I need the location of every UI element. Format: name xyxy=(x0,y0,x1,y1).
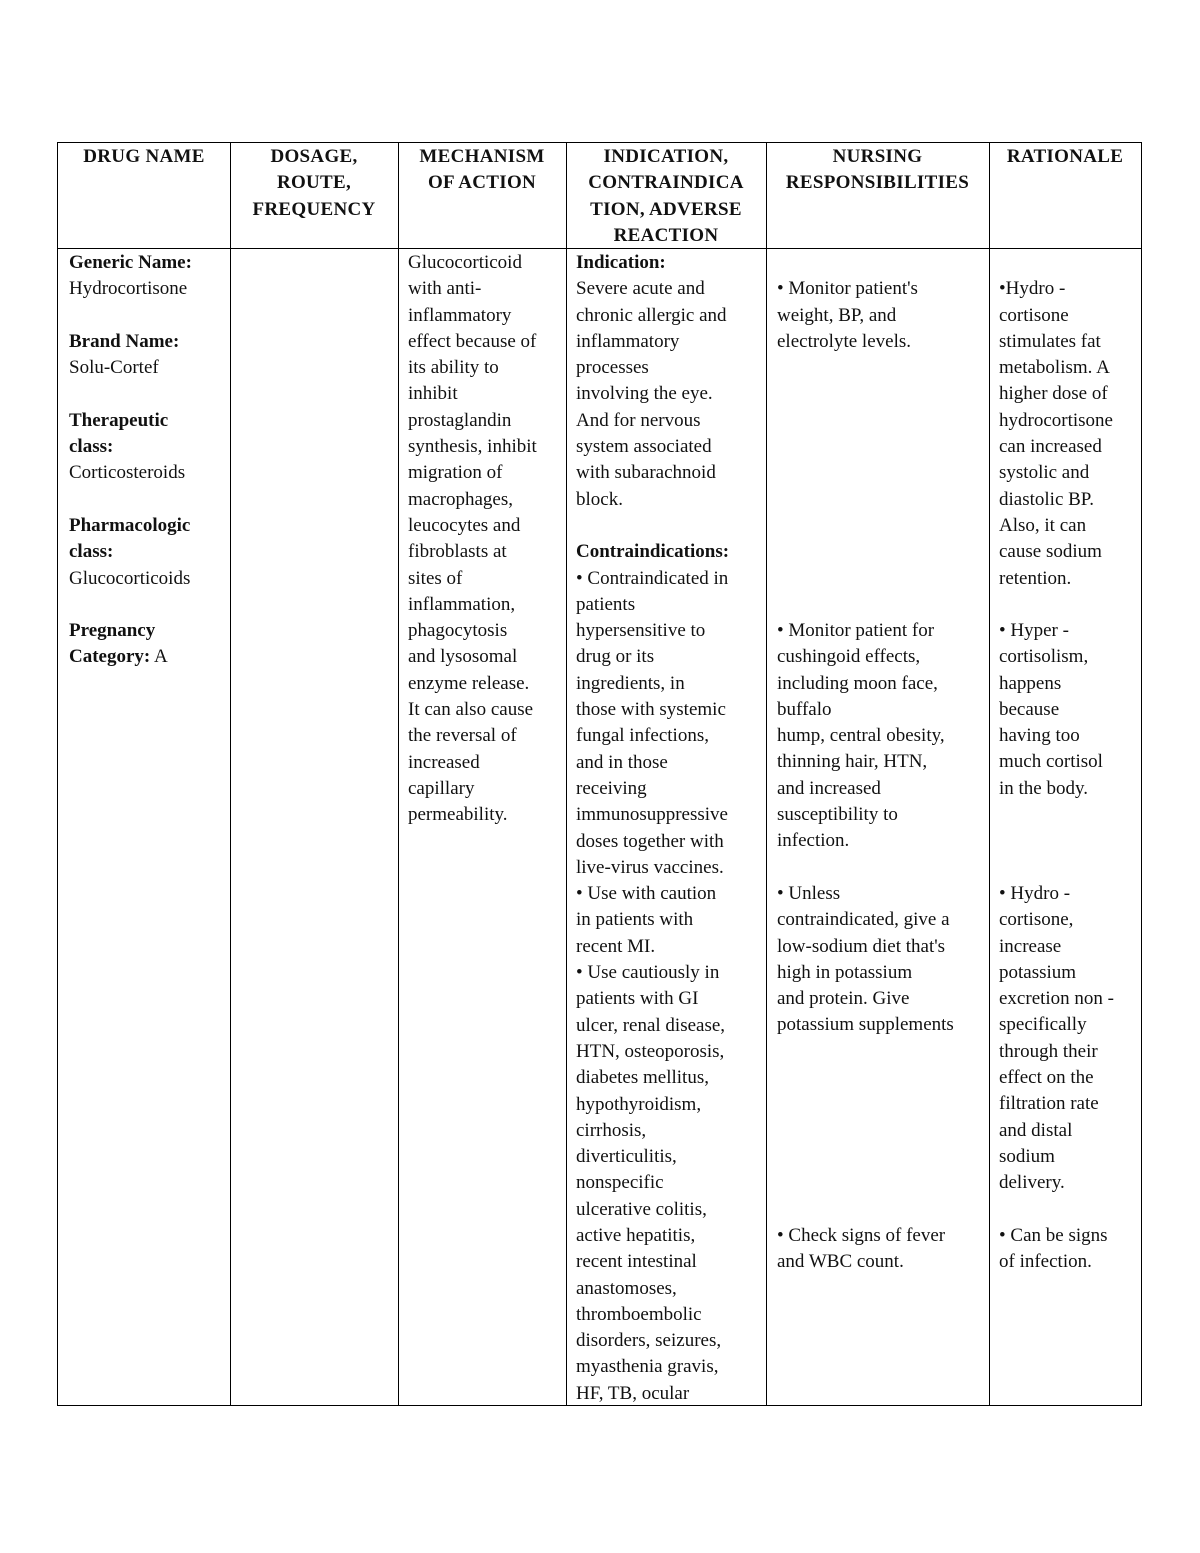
therapeutic-class-label: Therapeutic class: xyxy=(69,409,169,458)
drug-name-cell xyxy=(69,249,229,671)
pregnancy-label-line1: Pregnancy xyxy=(69,620,156,642)
column-divider xyxy=(398,143,399,1405)
header-nursing xyxy=(766,143,989,248)
brand-name-label: Brand Name: xyxy=(69,330,180,352)
column-divider xyxy=(989,143,990,1405)
mechanism-cell: Glucocorticoid with anti- inflammatory effect because of its ability to inhibit prostaglandin synthesis, inhibit migration of macrophages, leucocytes and fibroblasts at sites of inflammation, phagocytosis and lysosomal enzyme release. It can also cause the reversal of increased capillary permeability. xyxy=(408,252,537,826)
rationale-item-4: • Can be signs of infection. xyxy=(999,1225,1108,1273)
indication-label: Indication: xyxy=(576,252,666,273)
header-drug-name xyxy=(58,143,230,248)
pharmacologic-class-label: Pharmacologic class: xyxy=(69,514,191,563)
header-rationale xyxy=(989,143,1141,248)
pregnancy-category-label: Category: xyxy=(69,646,151,668)
contraindications-text: • Contraindicated in patients hypersensitive to drug or its ingredients, in those with systemic fungal infections, and in those receiving immunosuppressive doses together with live-virus vaccines. • Use with caution in patients with recent MI. • Use cautiously in patients with GI ulcer, renal disease, HTN, osteoporosis, diabetes mellitus, hypothyroidism, cirrhosis, diverticulitis, nonspecific ulcerative colitis, active hepatitis, recent intestinal anastomoses, thromboembolic disorders, seizures, myasthenia gravis, HF, TB, ocular xyxy=(576,567,729,1404)
header-rationale-text: RATIONALE xyxy=(1006,146,1124,167)
header-indication-text: INDICATION, CONTRAINDICA TION, ADVERSE REACTION xyxy=(588,146,744,247)
nursing-item-4: • Check signs of fever and WBC count. xyxy=(777,1225,946,1273)
nursing-item-1: • Monitor patient's weight, BP, and electrolyte levels. xyxy=(777,278,918,352)
header-indication xyxy=(566,143,766,248)
brand-name-value: Solu-Cortef xyxy=(69,357,159,379)
column-divider xyxy=(766,143,767,1405)
header-mechanism xyxy=(398,143,566,248)
column-divider xyxy=(566,143,567,1405)
header-nursing-text: NURSING RESPONSIBILITIES xyxy=(785,146,970,194)
pregnancy-category-value: A xyxy=(150,646,168,668)
indication-text: Severe acute and chronic allergic and inflammatory processes involving the eye. And for nervous system associated with subarachnoid block. xyxy=(576,278,727,510)
header-dosage-text: DOSAGE, ROUTE, FREQUENCY xyxy=(252,146,376,220)
nursing-item-2: • Monitor patient for cushingoid effects, including moon face, buffalo hump, central obesity, thinning hair, HTN, and increased susceptibility to infection. xyxy=(777,620,945,852)
generic-name-value: Hydrocortisone xyxy=(69,278,188,300)
column-divider xyxy=(230,143,231,1405)
pharmacologic-class-value: Glucocorticoids xyxy=(69,567,191,589)
header-dosage xyxy=(230,143,398,248)
contraindications-label: Contraindications: xyxy=(576,541,730,563)
header-drug-name-text: DRUG NAME xyxy=(83,146,205,167)
rationale-item-2: • Hyper - cortisolism, happens because having too much cortisol in the body. xyxy=(999,620,1103,799)
nursing-item-3: • Unless contraindicated, give a low-sodium diet that's high in potassium and protein. Give potassium supplements xyxy=(777,883,954,1036)
nursing-cell xyxy=(777,249,987,1273)
pregnancy-line2 xyxy=(69,644,229,670)
dosage-cell xyxy=(241,249,391,250)
indication-cell xyxy=(576,249,766,1407)
drug-study-table xyxy=(57,142,1142,1406)
rationale-cell xyxy=(999,249,1141,1273)
rationale-item-3: • Hydro - cortisone, increase potassium excretion non - specifically through their effect on the filtration rate and distal sodium delivery. xyxy=(999,883,1115,1194)
therapeutic-class-value: Corticosteroids xyxy=(69,462,186,484)
generic-name-label: Generic Name: xyxy=(69,252,192,273)
rationale-item-1: •Hydro - cortisone stimulates fat metabolism. A higher dose of hydrocortisone can increased systolic and diastolic BP. Also, it can cause sodium retention. xyxy=(999,278,1113,589)
header-mechanism-text: MECHANISM OF ACTION xyxy=(419,146,545,194)
